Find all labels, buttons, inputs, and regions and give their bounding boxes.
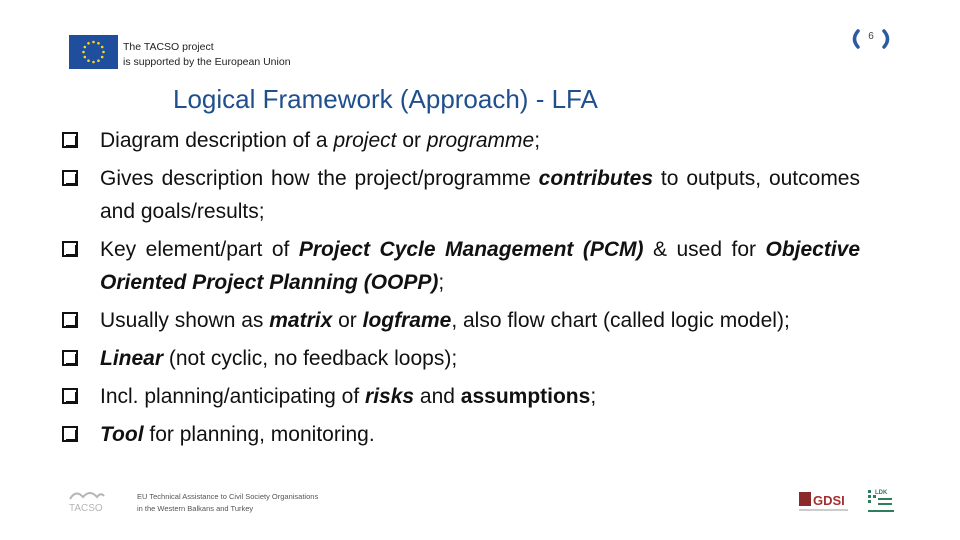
bullet-text <box>100 380 860 413</box>
bullet-item <box>60 233 860 299</box>
header-support-text <box>123 40 291 70</box>
bullet-item <box>60 162 860 228</box>
ldk-logo-text: LDK <box>875 490 888 496</box>
checkbox-bullet-icon <box>62 388 79 405</box>
bullet-item <box>60 124 860 157</box>
gdsi-logo-icon <box>798 488 850 514</box>
bullet-list <box>60 124 860 456</box>
checkbox-bullet-icon <box>62 312 79 329</box>
checkbox-bullet-icon <box>62 241 79 258</box>
bullet-text-run: and <box>414 385 461 408</box>
bullet-item <box>60 418 860 451</box>
checkbox-bullet-icon <box>62 170 79 187</box>
bullet-text <box>100 233 860 299</box>
bullet-text-run: risks <box>365 385 415 408</box>
bullet-text-run: ; <box>590 385 597 408</box>
bullet-text <box>100 342 860 375</box>
page-title: Logical Framework (Approach) - LFA <box>173 84 598 114</box>
bullet-text-run: assumptions <box>460 385 591 408</box>
tacso-logo-icon <box>66 487 108 515</box>
bullet-item <box>60 304 860 337</box>
tacso-logo-text: TACSO <box>69 503 103 514</box>
bullet-text-run: or <box>332 309 363 332</box>
bullet-text-run: or <box>396 129 427 152</box>
bullet-text-run: ; <box>534 129 541 152</box>
bullet-text-run: Key element/part of <box>100 238 299 261</box>
bullet-text-run: Linear <box>100 347 164 370</box>
bullet-text-run: Gives description how the project/programme <box>100 167 539 190</box>
bullet-text-run: (not cyclic, no feedback loops); <box>163 347 458 370</box>
eu-flag-icon <box>69 35 118 69</box>
bullet-text-run: for planning, monitoring. <box>143 423 375 446</box>
bullet-text-run: Tool <box>100 423 144 446</box>
bullet-item <box>60 342 860 375</box>
bullet-text-run: ; <box>438 271 445 294</box>
bullet-text-run: Incl. planning/anticipating of <box>100 385 366 408</box>
header-line-2: is supported by the European Union <box>123 56 291 68</box>
bullet-text <box>100 304 860 337</box>
bullet-text <box>100 124 860 157</box>
bullet-text-run: & used for <box>643 238 766 261</box>
bullet-text-run: Objective Oriented Project Planning (OOPP) <box>100 238 861 294</box>
checkbox-bullet-icon <box>62 132 79 149</box>
bullet-item <box>60 380 860 413</box>
bullet-text <box>100 418 860 451</box>
bullet-text-run: logframe <box>362 309 452 332</box>
footer-line-1: EU Technical Assistance to Civil Society Organisations <box>137 492 319 501</box>
page-number: 6 <box>868 31 874 42</box>
bullet-text-run: project <box>333 129 397 152</box>
bullet-text <box>100 162 860 228</box>
footer-text <box>137 491 318 515</box>
footer-line-2: in the Western Balkans and Turkey <box>137 504 254 513</box>
bullet-text-run: Diagram description of a <box>100 129 334 152</box>
bullet-text-run: to outputs, outcomes and goals/results; <box>100 167 860 223</box>
bullet-text-run: , also flow chart (called logic model); <box>451 309 790 332</box>
checkbox-bullet-icon <box>62 350 79 367</box>
bullet-text-run: matrix <box>269 309 333 332</box>
ldk-logo-icon <box>867 488 895 516</box>
checkbox-bullet-icon <box>62 426 79 443</box>
gdsi-logo-text: GDSI <box>813 493 845 508</box>
bullet-text-run: Project Cycle Management (PCM) <box>298 238 644 261</box>
header-line-1: The TACSO project <box>123 41 214 53</box>
bullet-text-run: Usually shown as <box>100 309 270 332</box>
bullet-text-run: contributes <box>538 167 654 190</box>
bullet-text-run: programme <box>426 129 535 152</box>
page-number-badge <box>848 27 894 51</box>
